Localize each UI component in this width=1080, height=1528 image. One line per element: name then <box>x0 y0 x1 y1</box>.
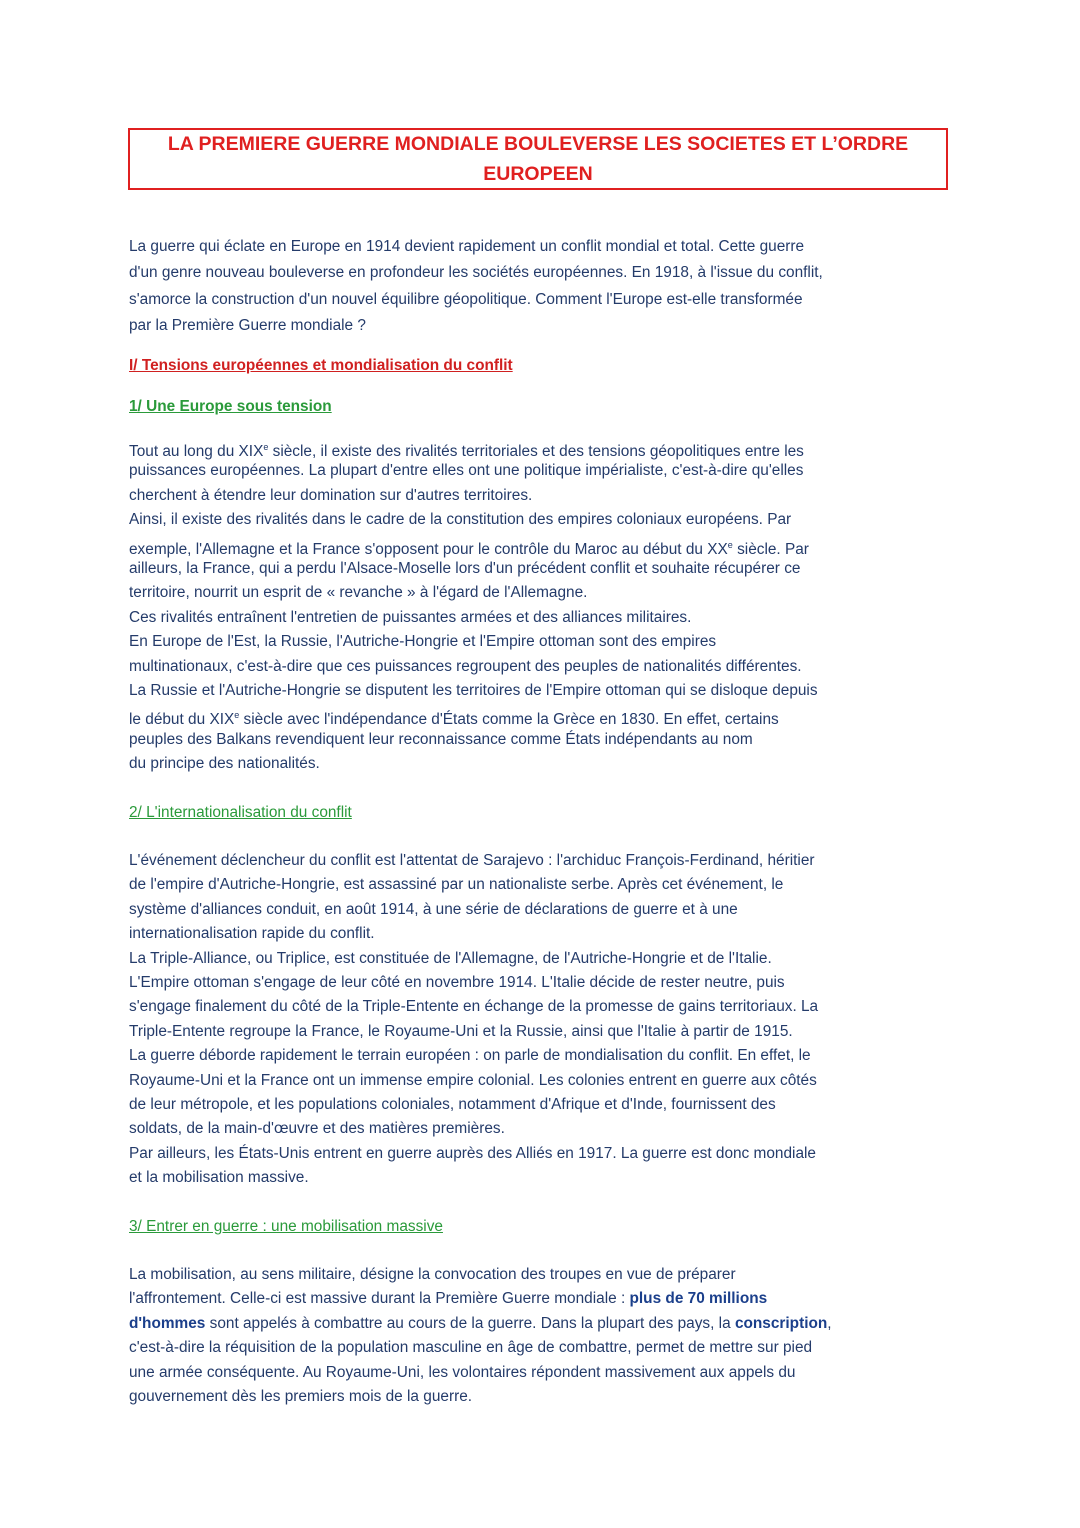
paragraph-line: Ces rivalités entraînent l'entretien de puissantes armées et des alliances militaires. <box>129 608 692 626</box>
paragraph-line: La guerre déborde rapidement le terrain européen : on parle de mondialisation du conflit. En effet, le <box>129 1047 811 1065</box>
intro-line: s'amorce la construction d'un nouvel équilibre géopolitique. Comment l'Europe est-elle transformée <box>129 290 803 308</box>
paragraph-line: peuples des Balkans revendiquent leur reconnaissance comme États indépendants au nom <box>129 730 753 748</box>
paragraph-line: soldats, de la main-d'œuvre et des matières premières. <box>129 1120 505 1138</box>
paragraph-line: La Triple-Alliance, ou Triplice, est constituée de l'Allemagne, de l'Autriche-Hongrie et de l'Italie. <box>129 949 772 967</box>
paragraph-line: puissances européennes. La plupart d'entre elles ont une politique impérialiste, c'est-à-dire qu'elles <box>129 462 804 480</box>
title-line-2: EUROPEEN <box>483 163 593 185</box>
subsection-3-body <box>129 1263 959 1409</box>
emphasis-text: plus de 70 millions <box>629 1290 768 1308</box>
paragraph-line: Par ailleurs, les États-Unis entrent en guerre auprès des Alliés en 1917. La guerre est donc mondiale <box>129 1144 816 1162</box>
paragraph-line: territoire, nourrit un esprit de « revanche » à l'égard de l'Allemagne. <box>129 584 588 602</box>
emphasis-text: conscription <box>734 1314 828 1332</box>
paragraph-line: La mobilisation, au sens militaire, désigne la convocation des troupes en vue de préparer <box>129 1266 736 1283</box>
subsection-2-body <box>129 849 959 1190</box>
paragraph-line: ailleurs, la France, qui a perdu l'Alsace-Moselle lors d'un précédent conflit et souhaite récupérer ce <box>129 559 801 577</box>
paragraph-line: d'hommes sont appelés à combattre au cours de la guerre. Dans la plupart des pays, la conscription, <box>129 1314 832 1332</box>
paragraph-line: Royaume-Uni et la France ont un immense empire colonial. Les colonies entrent en guerre aux côtés <box>129 1071 817 1089</box>
subsection-3-heading: 3/ Entrer en guerre : une mobilisation massive <box>129 1218 443 1235</box>
subsection-1-heading: 1/ Une Europe sous tension <box>129 398 332 415</box>
paragraph-line: La Russie et l'Autriche-Hongrie se disputent les territoires de l'Empire ottoman qui se disloque depuis <box>129 681 818 699</box>
paragraph-line: système d'alliances conduit, en août 1914, à une série de déclarations de guerre et à une <box>129 900 738 918</box>
intro-line: par la Première Guerre mondiale ? <box>129 316 366 334</box>
paragraph-line: multinationaux, c'est-à-dire que ces puissances regroupent des peuples de nationalités différentes. <box>129 657 802 675</box>
subsection-2-heading: 2/ L'internationalisation du conflit <box>129 804 352 821</box>
paragraph-line: s'engage finalement du côté de la Triple-Entente en échange de la promesse de gains territoriaux. La <box>129 998 819 1016</box>
paragraph-line: de leur métropole, et les populations coloniales, notamment d'Afrique et d'Inde, fournissent des <box>129 1095 776 1113</box>
section-1-heading: I/ Tensions européennes et mondialisation du conflit <box>129 357 513 374</box>
paragraph-line: En Europe de l'Est, la Russie, l'Autriche-Hongrie et l'Empire ottoman sont des empires <box>129 633 717 651</box>
paragraph-line: c'est-à-dire la réquisition de la population masculine en âge de combattre, permet de mettre sur pied <box>129 1339 813 1357</box>
paragraph-line: le début du XIXe siècle avec l'indépendance d'États comme la Grèce en 1830. En effet, certains <box>129 710 779 729</box>
paragraph-line: internationalisation rapide du conflit. <box>129 925 375 943</box>
paragraph-line: exemple, l'Allemagne et la France s'opposent pour le contrôle du Maroc au début du XXe siècle. Par <box>129 539 809 558</box>
emphasis-text: d'hommes <box>129 1314 206 1332</box>
paragraph-line: cherchent à étendre leur domination sur d'autres territoires. <box>129 486 533 504</box>
subsection-1-body <box>129 435 959 776</box>
paragraph-line: Ainsi, il existe des rivalités dans le cadre de la constitution des empires coloniaux européens. Par <box>129 511 792 529</box>
intro-line: d'un genre nouveau bouleverse en profondeur les sociétés européennes. En 1918, à l'issue du conflit, <box>129 264 823 282</box>
paragraph-line: de l'empire d'Autriche-Hongrie, est assassiné par un nationaliste serbe. Après cet événement, le <box>129 876 784 894</box>
intro-line: La guerre qui éclate en Europe en 1914 devient rapidement un conflit mondial et total. Cette guerre <box>129 238 805 255</box>
paragraph-line: Tout au long du XIXe siècle, il existe des rivalités territoriales et des tensions géopolitiques entre les <box>129 442 804 461</box>
title-line-1: LA PREMIERE GUERRE MONDIALE BOULEVERSE LES SOCIETES ET L’ORDRE <box>167 133 909 155</box>
paragraph-line: du principe des nationalités. <box>129 755 320 773</box>
paragraph-line: gouvernement dès les premiers mois de la guerre. <box>129 1387 473 1405</box>
paragraph-line: L'Empire ottoman s'engage de leur côté en novembre 1914. L'Italie décide de rester neutre, puis <box>129 973 785 991</box>
paragraph-line: une armée conséquente. Au Royaume-Uni, les volontaires répondent massivement aux appels du <box>129 1363 796 1381</box>
paragraph-line: L'événement déclencheur du conflit est l'attentat de Sarajevo : l'archiduc François-Ferdinand, héritier <box>129 852 815 869</box>
paragraph-line: l'affrontement. Celle-ci est massive durant la Première Guerre mondiale : plus de 70 millions <box>129 1290 768 1308</box>
paragraph-line: et la mobilisation massive. <box>129 1169 309 1187</box>
title-box <box>128 128 948 190</box>
intro-paragraph <box>129 234 959 339</box>
paragraph-line: Triple-Entente regroupe la France, le Royaume-Uni et la Russie, ainsi que l'Italie à partir de 1915. <box>129 1022 793 1040</box>
